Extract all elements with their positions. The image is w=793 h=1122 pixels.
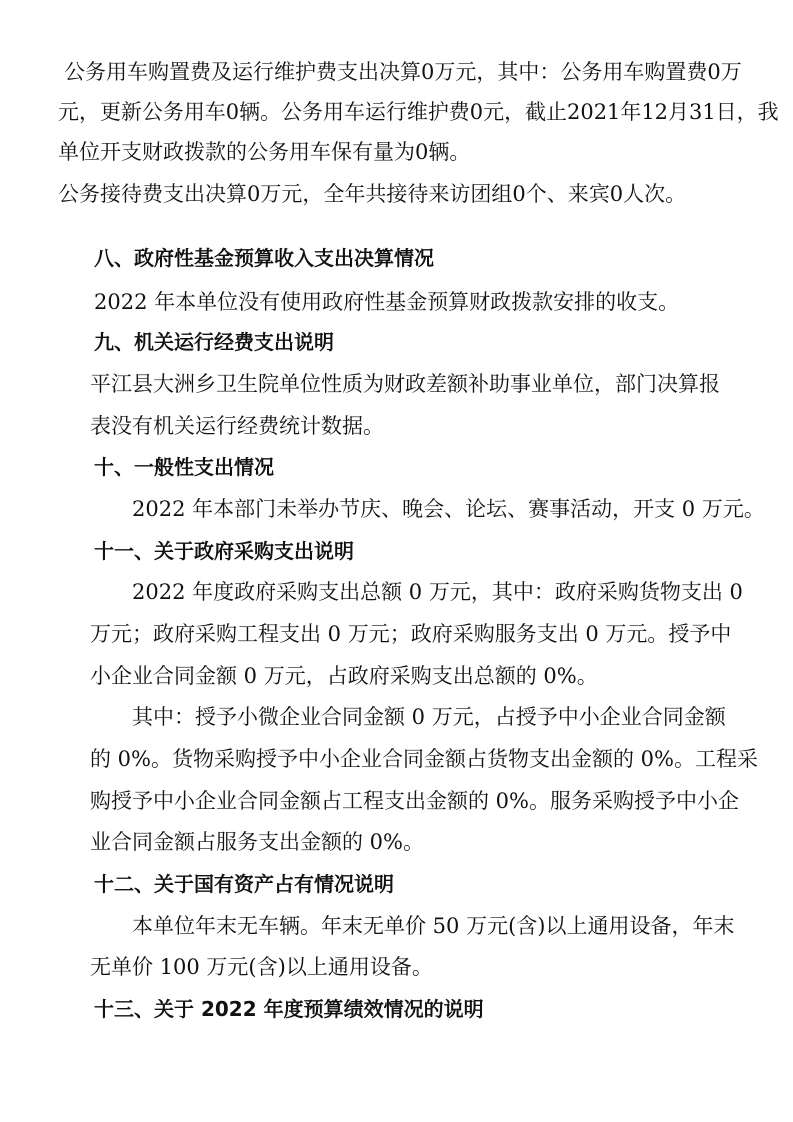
- section-heading: 十一、关于政府采购支出说明: [94, 539, 354, 563]
- section-heading: 十二、关于国有资产占有情况说明: [94, 872, 394, 896]
- paragraph-line: 2022 年度政府采购支出总额 0 万元，其中：政府采购货物支出 0: [132, 580, 743, 604]
- paragraph-line: 业合同金额占服务支出金额的 0%。: [90, 830, 424, 854]
- paragraph-line: 表没有机关运行经费统计数据。: [90, 414, 384, 438]
- paragraph-line: 平江县大洲乡卫生院单位性质为财政差额补助事业单位，部门决算报: [90, 372, 720, 396]
- section-heading: 九、机关运行经费支出说明: [94, 330, 334, 354]
- paragraph-line: 小企业合同金额 0 万元，占政府采购支出总额的 0%。: [90, 664, 598, 688]
- section-heading: 八、政府性基金预算收入支出决算情况: [94, 246, 434, 270]
- paragraph-line: 公务用车购置费及运行维护费支出决算0万元，其中：公务用车购置费0万: [64, 60, 742, 84]
- paragraph-line: 本单位年末无车辆。年末无单价 50 万元(含)以上通用设备，年末: [132, 914, 735, 938]
- paragraph-line: 2022 年本单位没有使用政府性基金预算财政拨款安排的收支。: [94, 290, 680, 314]
- paragraph-line: 元，更新公务用车0辆。公务用车运行维护费0元，截止2021年12月31日，我: [58, 100, 779, 124]
- paragraph-line: 其中：授予小微企业合同金额 0 万元，占授予中小企业合同金额: [132, 705, 726, 729]
- paragraph-line: 无单价 100 万元(含)以上通用设备。: [90, 955, 433, 979]
- paragraph-line: 的 0%。货物采购授予中小企业合同金额占货物支出金额的 0%。工程采: [90, 747, 758, 771]
- section-heading: 十、一般性支出情况: [94, 455, 274, 479]
- section-heading: 十三、关于 2022 年度预算绩效情况的说明: [94, 997, 484, 1021]
- paragraph-line: 公务接待费支出决算0万元，全年共接待来访团组0个、来宾0人次。: [58, 182, 687, 206]
- paragraph-line: 2022 年本部门未举办节庆、晚会、论坛、赛事活动，开支 0 万元。: [132, 497, 765, 521]
- paragraph-line: 购授予中小企业合同金额占工程支出金额的 0%。服务采购授予中小企: [90, 789, 739, 813]
- paragraph-line: 万元；政府采购工程支出 0 万元；政府采购服务支出 0 万元。授予中: [90, 622, 732, 646]
- paragraph-line: 单位开支财政拨款的公务用车保有量为0辆。: [58, 140, 471, 164]
